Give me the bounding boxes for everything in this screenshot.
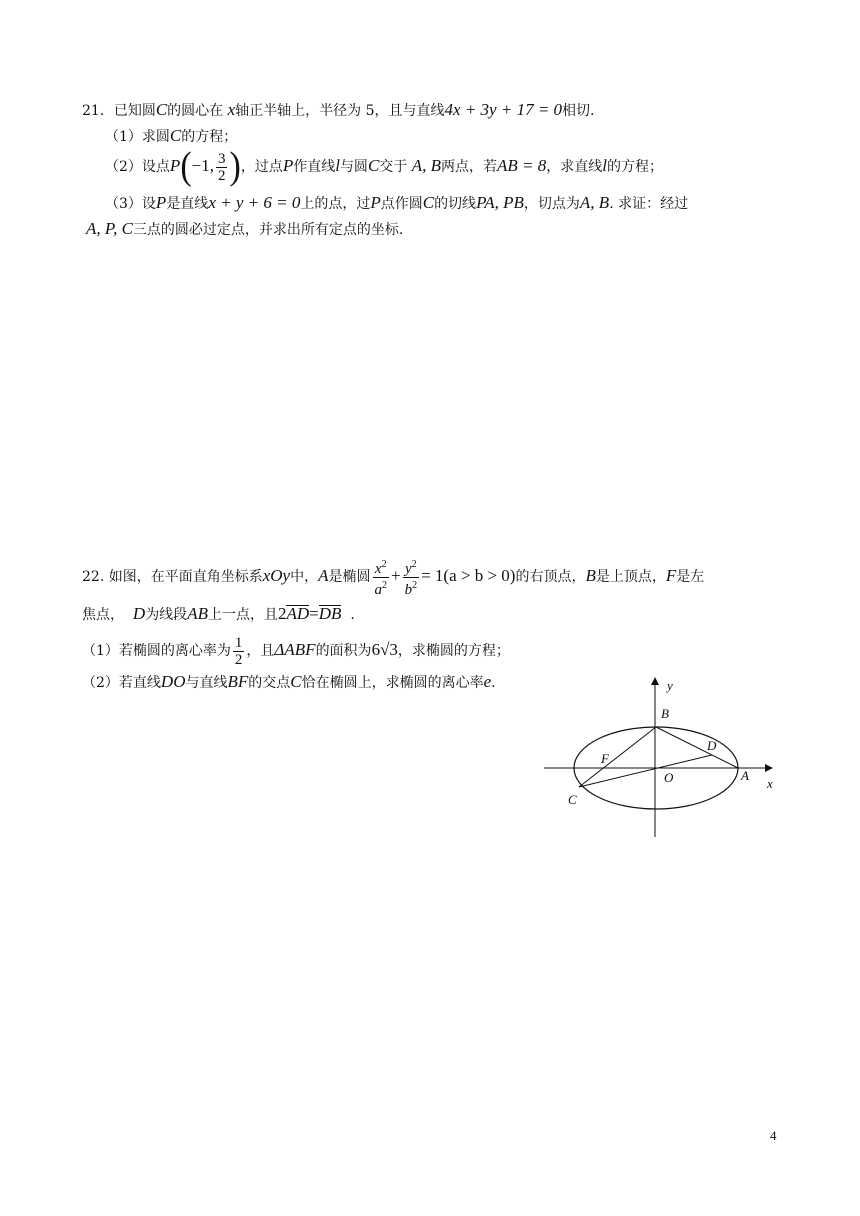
q21-number: 21． xyxy=(82,103,114,119)
label-B: B xyxy=(661,706,669,721)
ellipse-figure xyxy=(540,672,780,842)
q22-part-2: （2）若直线DO与直线BF的交点C恰在椭圆上，求椭圆的离心率e. xyxy=(82,672,496,691)
q21-part-2: （2）设点P(−1, $\frac{3}{2}$ )，过点P作直线l与圆C交于 A, B两点，若AB = 8，求直线l的方程； xyxy=(105,145,663,188)
q22-line-2: 焦点， D为线段AB上一点，且2AD=DB . xyxy=(82,604,355,623)
label-y: y xyxy=(667,678,673,693)
q22-part-1: （1）若椭圆的离心率为 $\frac{1}{2}$ ，且ΔABF的面积为6√3，求椭圆的方程； xyxy=(82,634,510,668)
label-A: A xyxy=(741,768,749,783)
q21-part-1: （1）求圆C的方程； xyxy=(105,126,238,145)
page-number: 4 xyxy=(770,1128,777,1143)
label-D: D xyxy=(707,738,717,753)
q21-line-1: 21．已知圆C的圆心在 x轴正半轴上，半径为 5，且与直线4x + 3y + 17 = 0相切. xyxy=(82,100,595,119)
q22-fraction-one-half: $\frac{1}{2}$ xyxy=(234,634,243,668)
q22-number: 22. xyxy=(82,569,105,585)
q21-line-equation: 4x + 3y + 17 = 0 xyxy=(444,100,563,119)
vector-DB: DB xyxy=(318,604,342,623)
label-C: C xyxy=(568,792,577,807)
q22-line-1: 22. 如图，在平面直角坐标系xOy中，A是椭圆 $\frac{x^2}{a^2}$ + $\frac{y^2}{b^2}$ = 1(a > b > 0)的右顶点，B是上顶点，F是左 xyxy=(82,558,705,598)
q21-part-3: （3）设P是直线x + y + 6 = 0上的点，过P点作圆C的切线PA, PB，切点为A, B. 求证：经过 xyxy=(105,193,689,212)
q22-fraction-x2-a2: $\frac{x^2}{a^2}$ xyxy=(374,558,387,598)
label-x: x xyxy=(767,776,773,791)
segment-AB xyxy=(656,727,738,768)
label-O: O xyxy=(664,770,674,785)
q22-fraction-y2-b2: $\frac{y^2}{b^2}$ xyxy=(404,558,418,598)
label-F: F xyxy=(601,751,609,766)
q21-part-3-cont: A, P, C三点的圆必过定点，并求出所有定点的坐标. xyxy=(86,219,404,238)
vector-AD: AD xyxy=(286,604,310,623)
q21-fraction-three-halves: $\frac{3}{2}$ xyxy=(217,150,226,184)
